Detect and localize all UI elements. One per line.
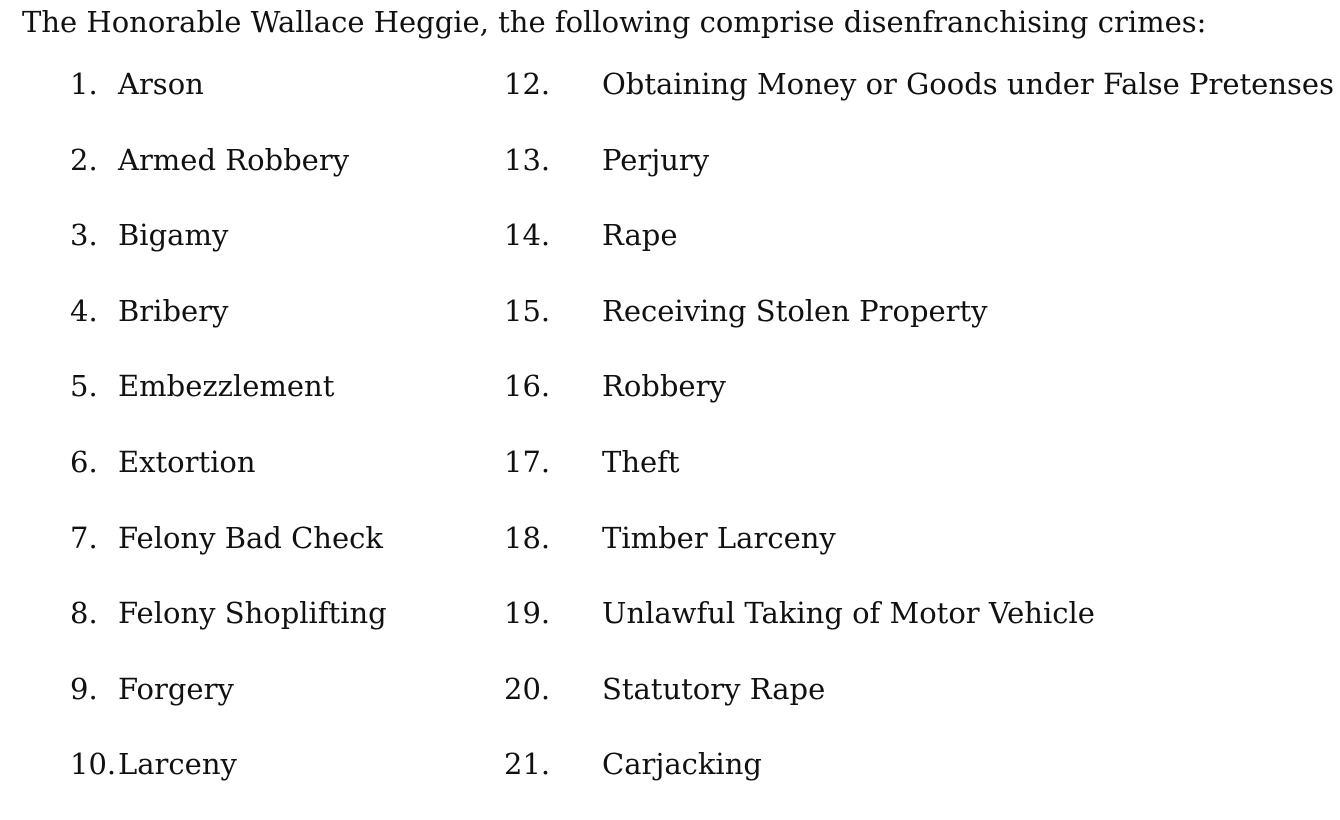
list-item-number: 7.: [70, 520, 98, 555]
list-item-number: 5.: [70, 369, 98, 404]
list-item-number: 10.: [70, 747, 117, 782]
list-item-number: 18.: [504, 520, 551, 555]
list-item-label: Bribery: [118, 293, 229, 328]
intro-paragraph: The Honorable Wallace Heggie, the following comprise disenfranchising crimes:: [22, 5, 1207, 39]
list-item-number: 20.: [504, 671, 551, 706]
list-item-number: 4.: [70, 293, 98, 328]
list-item-label: Perjury: [602, 142, 710, 177]
list-item-label: Unlawful Taking of Motor Vehicle: [602, 596, 1095, 631]
list-item-label: Arson: [118, 67, 204, 101]
list-item-label: Carjacking: [602, 747, 762, 782]
list-item-label: Rape: [602, 218, 678, 253]
list-item-number: 8.: [70, 596, 98, 631]
list-item-number: 14.: [504, 218, 551, 253]
list-item-label: Timber Larceny: [602, 520, 836, 555]
list-item-number: 2.: [70, 142, 98, 177]
list-item-number: 3.: [70, 218, 98, 253]
list-item-number: 15.: [504, 293, 551, 328]
list-item-label: Felony Bad Check: [118, 520, 383, 555]
list-item-number: 1.: [70, 67, 98, 101]
list-item-number: 12.: [504, 67, 551, 101]
list-item-number: 21.: [504, 747, 551, 782]
list-item-number: 13.: [504, 142, 551, 177]
list-item-label: Robbery: [602, 369, 726, 404]
list-item-label: Bigamy: [118, 218, 229, 253]
list-item-label: Statutory Rape: [602, 671, 826, 706]
list-item-label: Embezzlement: [118, 369, 335, 404]
list-item-number: 9.: [70, 671, 98, 706]
list-item-label: Armed Robbery: [118, 142, 350, 177]
list-item-number: 16.: [504, 369, 551, 404]
list-item-label: Felony Shoplifting: [118, 596, 387, 631]
list-item-label: Theft: [602, 444, 680, 479]
list-item-label: Extortion: [118, 444, 256, 479]
list-item-label: Forgery: [118, 671, 234, 706]
list-item-label: Receiving Stolen Property: [602, 293, 988, 328]
list-item-label: Larceny: [118, 747, 237, 782]
list-item-label: Obtaining Money or Goods under False Pretenses: [602, 67, 1334, 101]
list-item-number: 19.: [504, 596, 551, 631]
list-item-number: 6.: [70, 444, 98, 479]
list-item-number: 17.: [504, 444, 551, 479]
